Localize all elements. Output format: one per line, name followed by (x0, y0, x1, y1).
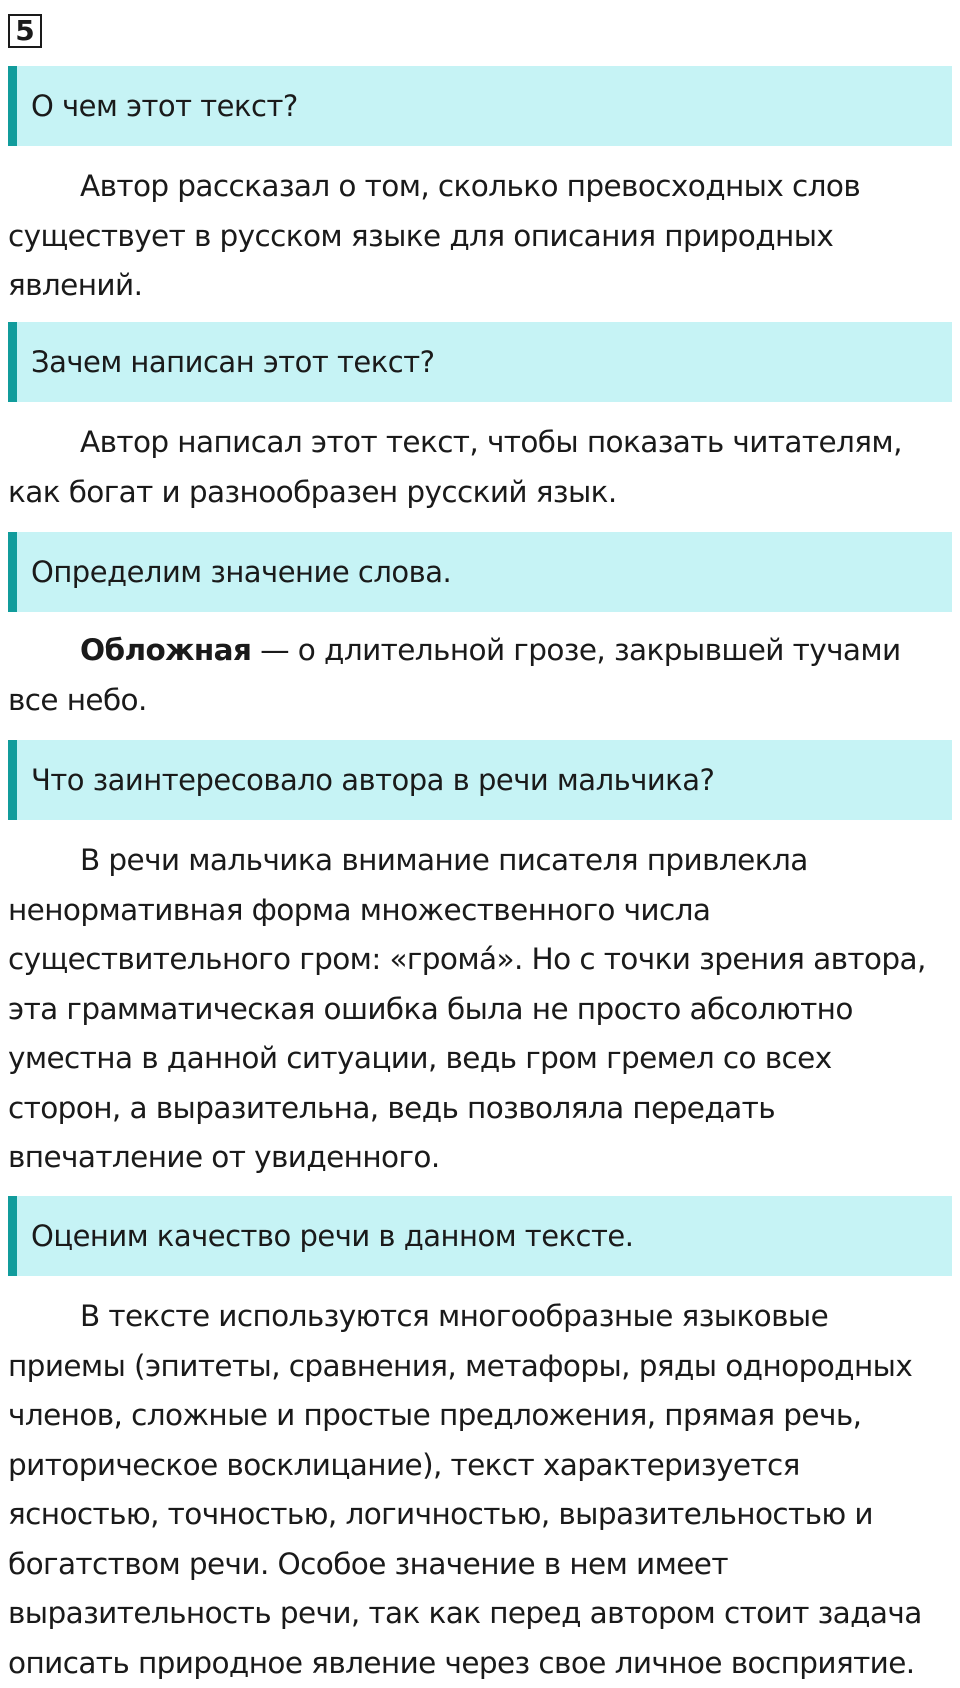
answer-paragraph-2: Автор написал этот текст, чтобы показать читателям, как богат и разнообразен русский язык. (8, 425, 902, 509)
answer-paragraph-1: Автор рассказал о том, сколько превосходных слов существует в русском языке для описания природных явлений. (8, 169, 861, 302)
question-banner-1: О чем этот текст? (8, 66, 952, 146)
answer-paragraph-4: В речи мальчика внимание писателя привлекла ненормативная форма множественного числа существительного гром: «громá». Но с точки зрения автора, эта грамматическая ошибка была не просто абсолютно уместна в данной ситуации, ведь гром гремел со всех сторон, а выразительна, ведь позволяла передать впечатление от увиденного. (8, 843, 926, 1174)
definition-text: — о длительной грозе, закрывшей тучами все небо. (8, 633, 901, 717)
answer-paragraph-3 (8, 626, 952, 725)
question-banner-4: Что заинтересовало автора в речи мальчика? (8, 740, 952, 820)
task-number-box: 5 (8, 14, 42, 48)
question-banner-5: Оценим качество речи в данном тексте. (8, 1196, 952, 1276)
question-banner-3: Определим значение слова. (8, 532, 952, 612)
question-banner-2: Зачем написан этот текст? (8, 322, 952, 402)
defined-term: Обложная (80, 633, 252, 667)
answer-paragraph-5: В тексте используются многообразные языковые приемы (эпитеты, сравнения, метафоры, ряды однородных членов, сложные и простые предложения, прямая речь, риторическое восклицание), текст характеризуется ясностью, точностью, логичностью, выразительностью и богатством речи. Особое значение в нем имеет выразительность речи, так как перед автором стоит задача описать природное явление через свое личное восприятие. (8, 1299, 922, 1680)
